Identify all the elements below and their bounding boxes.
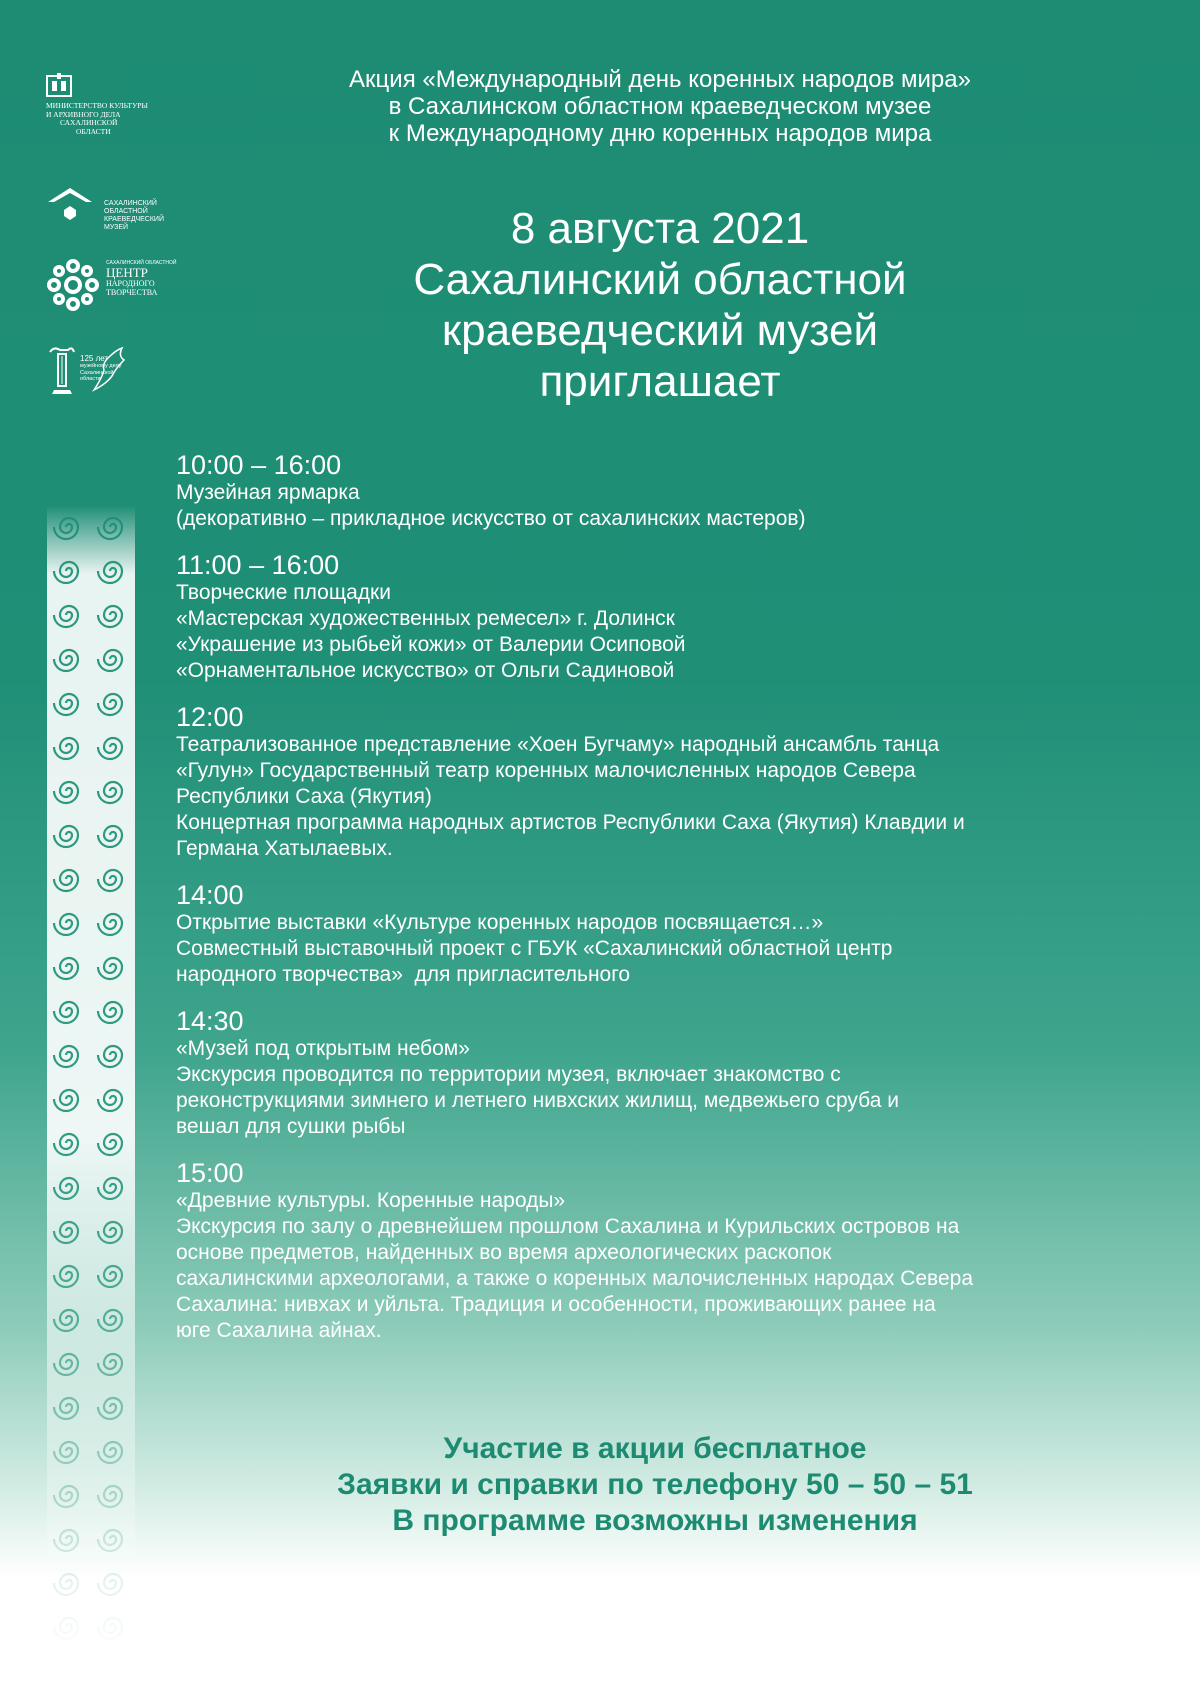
center-big-line: ЦЕНТР — [106, 265, 148, 280]
header-line: в Сахалинском областном краеведческом музее — [388, 93, 932, 120]
anniversary-line: области — [80, 376, 101, 382]
schedule-event — [176, 1006, 1166, 1140]
museum-line: КРАЕВЕДЧЕСКИЙ — [104, 216, 164, 223]
event-line: вешал для сушки рыбы — [176, 1115, 406, 1138]
event-line: Театрализованное представление «Хоен Бугчаму» народный ансамбль танца — [176, 733, 940, 756]
event-line: «Древние культуры. Коренные народы» — [176, 1189, 566, 1212]
anniversary-line: Сахалинской — [80, 369, 114, 376]
schedule — [176, 450, 1166, 1362]
footer-line-free: Участие в акции бесплатное — [443, 1432, 867, 1465]
title-line: приглашает — [539, 357, 781, 406]
event-line: Германа Хатылаевых. — [176, 837, 393, 860]
event-time: 14:30 — [176, 1006, 244, 1036]
museum-line: ОБЛАСТНОЙ — [104, 208, 148, 215]
footer-notes — [230, 1431, 1080, 1539]
event-line: «Орнаментальное искусство» от Ольги Садиновой — [176, 659, 675, 682]
event-time: 15:00 — [176, 1158, 244, 1188]
event-line: Сахалина: нивхах и уйльта. Традиция и особенности, проживающих ранее на — [176, 1293, 936, 1316]
center-big-line: НАРОДНОГО — [106, 279, 155, 288]
anniversary-line: музейному делу — [80, 363, 122, 369]
schedule-event — [176, 880, 1166, 988]
ornament-strip — [47, 505, 135, 1655]
event-line: народного творчества» для пригласительного — [176, 963, 631, 986]
footer-line-phone: Заявки и справки по телефону 50 – 50 – 51 — [337, 1468, 973, 1501]
event-line: «Гулун» Государственный театр коренных малочисленных народов Севера — [176, 759, 916, 782]
event-header — [230, 66, 1090, 147]
center-small-line: САХАЛИНСКИЙ ОБЛАСТНОЙ — [106, 260, 177, 266]
footer-line-changes: В программе возможны изменения — [392, 1504, 918, 1537]
event-line: сахалинскими археологами, а также о коренных малочисленных народах Севера — [176, 1267, 974, 1290]
event-line: «Музей под открытым небом» — [176, 1037, 470, 1060]
folk-ornament-icon — [46, 258, 100, 312]
event-line: «Украшение из рыбьей кожи» от Валерии Осиповой — [176, 633, 686, 656]
schedule-event — [176, 702, 1166, 862]
event-time: 11:00 – 16:00 — [176, 550, 340, 580]
title-line-date: 8 августа 2021 — [510, 204, 810, 253]
ministry-line: И АРХИВНОГО ДЕЛА — [46, 109, 121, 119]
event-line: Экскурсия проводится по территории музея, включает знакомство с — [176, 1063, 841, 1086]
event-time: 10:00 – 16:00 — [176, 450, 342, 480]
title-line: краеведческий музей — [441, 306, 879, 355]
event-line: Творческие площадки — [176, 581, 391, 604]
ministry-logo — [46, 72, 148, 136]
title-line: Сахалинский областной — [413, 255, 907, 304]
header-line: Акция «Международный день коренных народов мира» — [349, 66, 971, 93]
event-line: Республики Саха (Якутия) — [176, 785, 432, 808]
museum-line: САХАЛИНСКИЙ — [104, 200, 157, 207]
header-line: к Международному дню коренных народов мира — [388, 120, 932, 147]
museum-roof-icon — [46, 184, 94, 224]
schedule-event — [176, 1158, 1166, 1344]
ministry-line: САХАЛИНСКОЙ — [60, 118, 118, 127]
event-line: основе предметов, найденных во время археологических раскопок — [176, 1241, 832, 1264]
event-line: Экскурсия по залу о древнейшем прошлом Сахалина и Курильских островов на — [176, 1215, 960, 1238]
event-line: Музейная ярмарка — [176, 481, 360, 504]
page-title — [280, 203, 1040, 407]
event-line: реконструкциями зимнего и летнего нивхских жилищ, медвежьего сруба и — [176, 1089, 899, 1112]
event-line: «Мастерская художественных ремесел» г. Долинск — [176, 607, 675, 630]
event-time: 14:00 — [176, 880, 244, 910]
ministry-line: ОБЛАСТИ — [76, 126, 111, 136]
anniversary-line: 125 лет — [80, 354, 109, 363]
event-line: (декоративно – прикладное искусство от сахалинских мастеров) — [176, 507, 806, 530]
event-line: Концертная программа народных артистов Республики Саха (Якутия) Клавдии и — [176, 811, 965, 834]
schedule-event — [176, 450, 1166, 532]
center-big-line: ТВОРЧЕСТВА — [106, 288, 158, 297]
event-line: Открытие выставки «Культуре коренных народов посвящается…» — [176, 911, 824, 934]
event-line: Совместный выставочный проект с ГБУК «Сахалинский областной центр — [176, 937, 893, 960]
ministry-line: МИНИСТЕРСТВО КУЛЬТУРЫ — [46, 101, 148, 110]
event-time: 12:00 — [176, 702, 244, 732]
schedule-event — [176, 550, 1166, 684]
event-line: юге Сахалина айнах. — [176, 1319, 382, 1342]
ministry-emblem-icon — [46, 72, 72, 98]
museum-line: МУЗЕЙ — [104, 224, 129, 231]
